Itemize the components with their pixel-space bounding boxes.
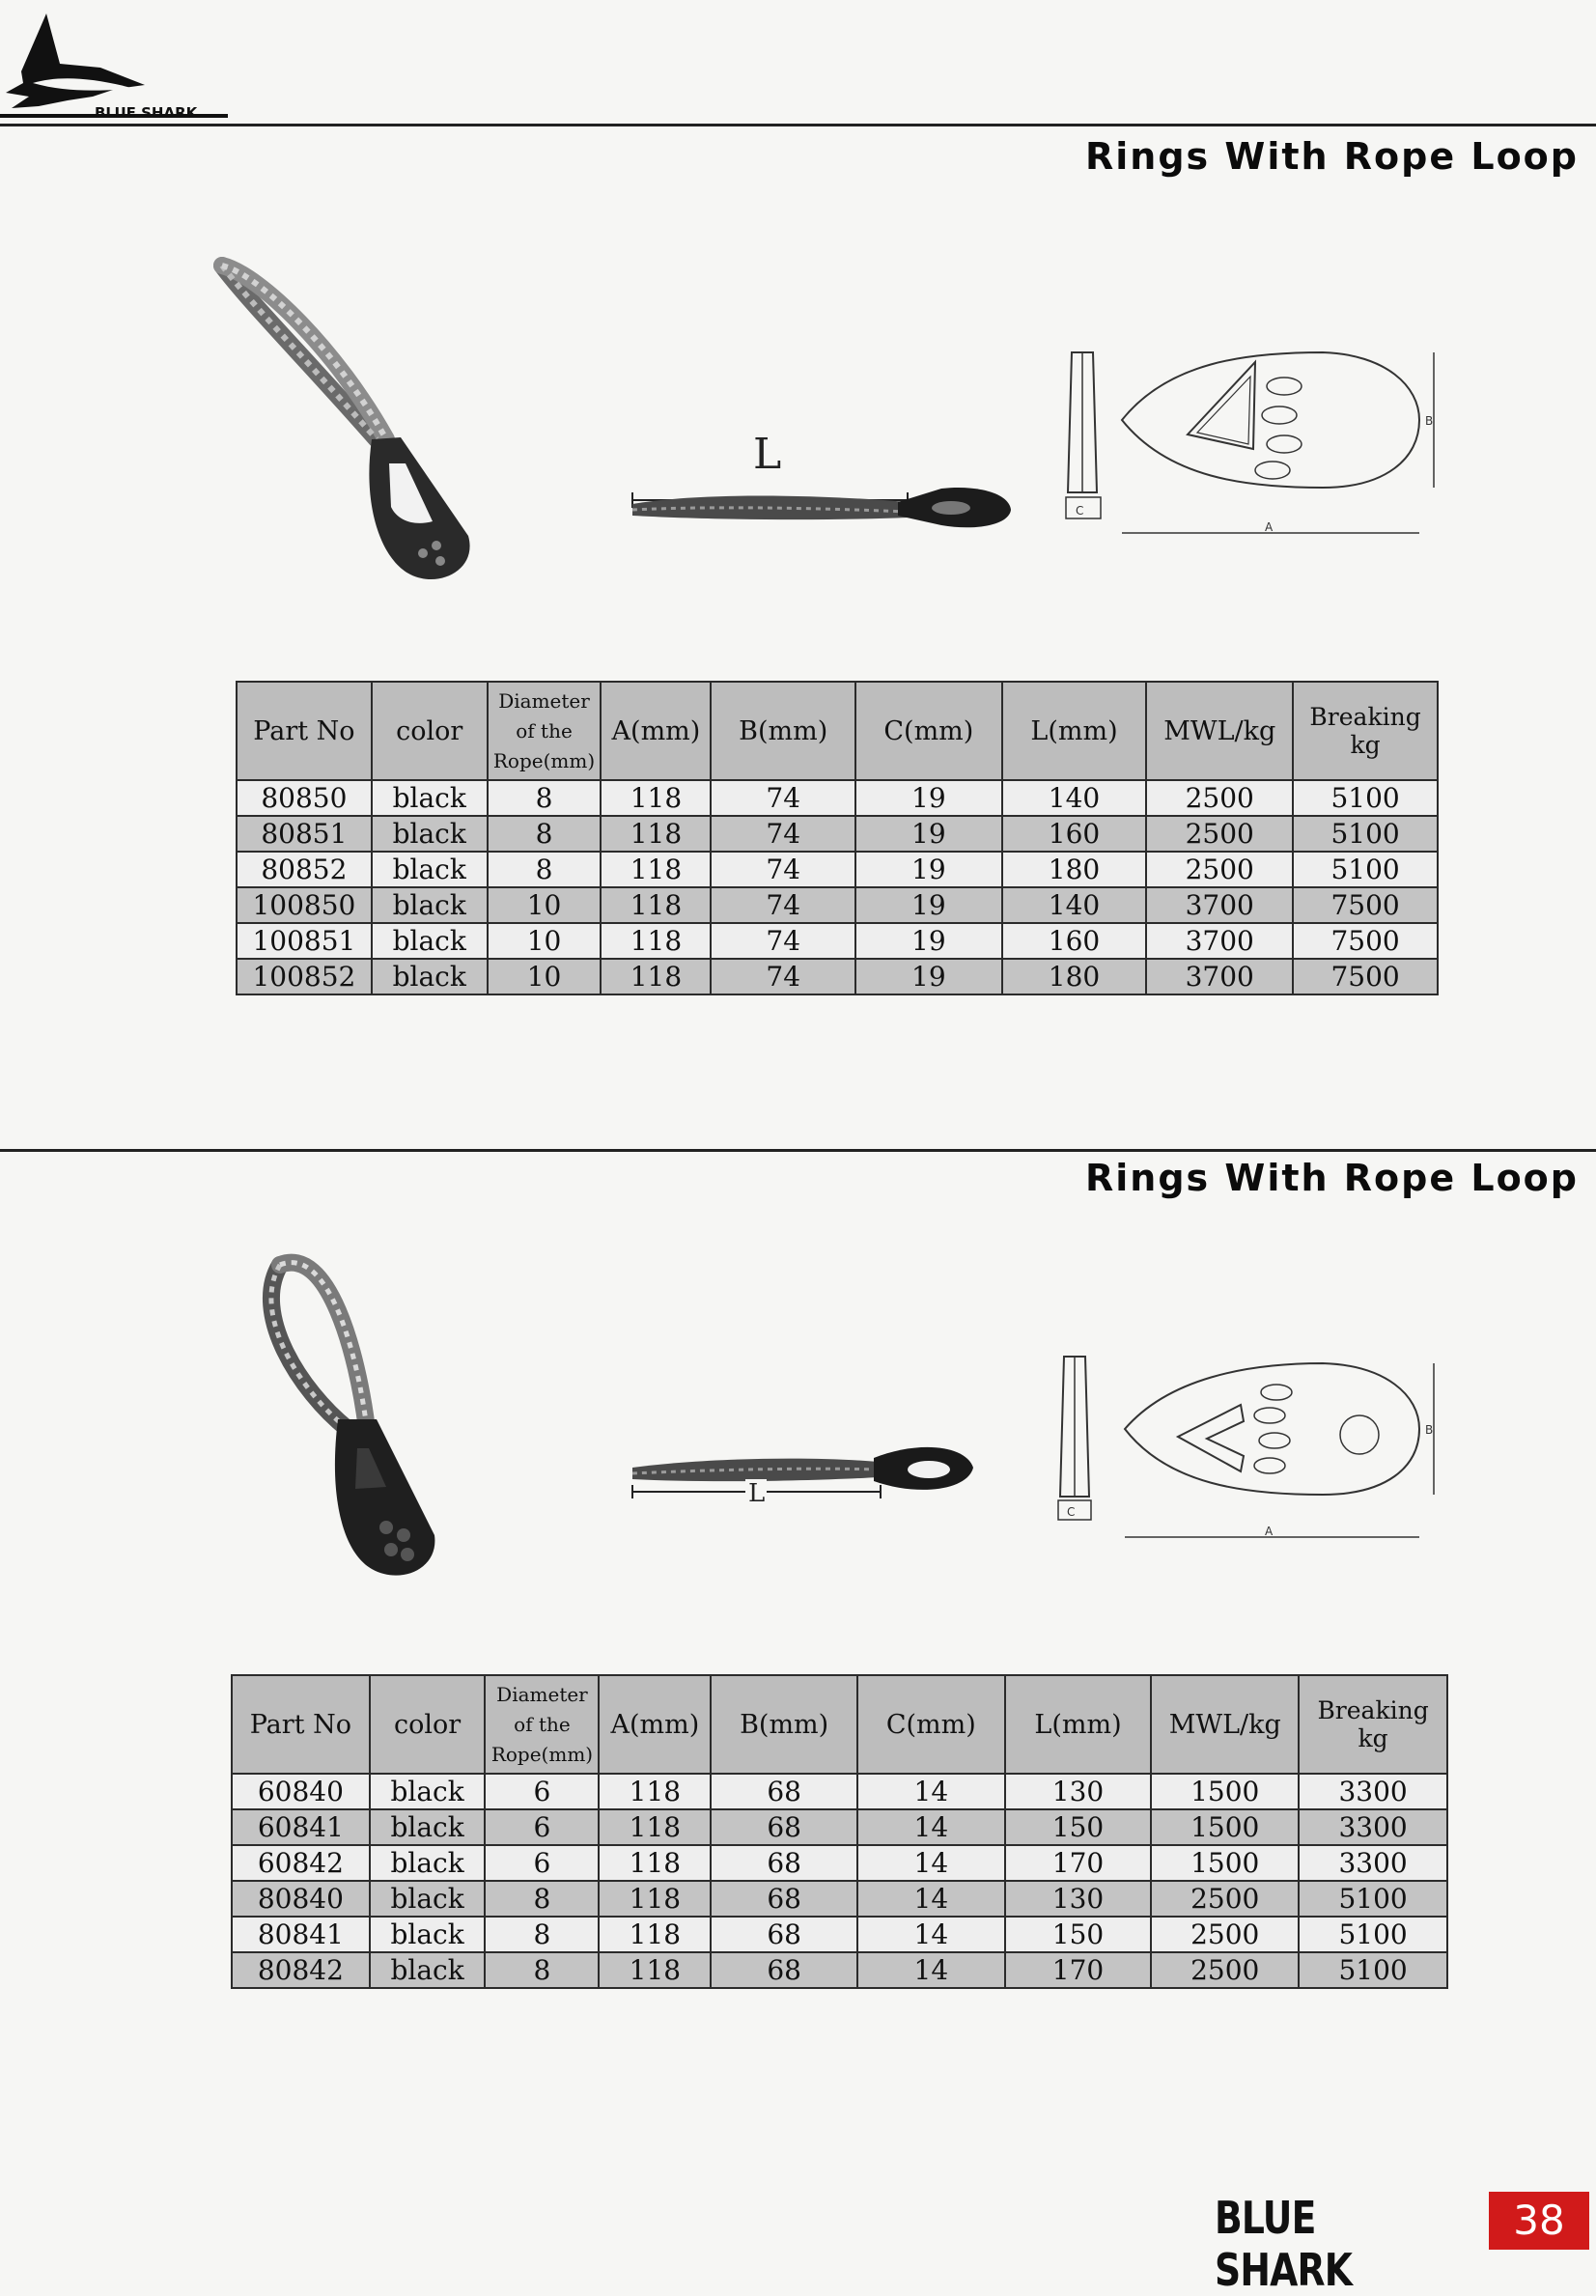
rope-length-diagram (628, 1429, 994, 1526)
table-row: 60841 black 6 118 68 14 150 1500 3300 (232, 1809, 1447, 1845)
col-header-b: B(mm) (711, 682, 855, 780)
col-header-part-no: Part No (232, 1675, 370, 1774)
table-row: 80841 black 8 118 68 14 150 2500 5100 (232, 1917, 1447, 1952)
svg-text:A: A (1265, 520, 1274, 534)
svg-text:A: A (1265, 1525, 1274, 1538)
col-header-c: C(mm) (855, 682, 1002, 780)
col-header-mwl: MWL/kg (1151, 1675, 1299, 1774)
col-header-part-no: Part No (237, 682, 372, 780)
table-row: 60840 black 6 118 68 14 130 1500 3300 (232, 1774, 1447, 1809)
svg-text:B: B (1425, 414, 1434, 428)
col-header-mwl: MWL/kg (1146, 682, 1293, 780)
spec-table (231, 1674, 1448, 1989)
table-row: 60842 black 6 118 68 14 170 1500 3300 (232, 1845, 1447, 1881)
col-header-a: A(mm) (599, 1675, 711, 1774)
table-row: 80850 black 8 118 74 19 140 2500 5100 (237, 780, 1438, 816)
table-row: 100850 black 10 118 74 19 140 3700 7500 (237, 887, 1438, 923)
svg-text:BLUE SHARK: BLUE SHARK (95, 104, 198, 122)
col-header-diameter: Diameter of the Rope(mm) (485, 1675, 599, 1774)
svg-text:C: C (1067, 1505, 1076, 1519)
ring-technical-drawing (1052, 1352, 1458, 1545)
rope-loop-ring-photo (241, 1246, 531, 1593)
table-row: 100851 black 10 118 74 19 160 3700 7500 (237, 923, 1438, 959)
table-row: 80840 black 8 118 68 14 130 2500 5100 (232, 1881, 1447, 1917)
col-header-breaking: Breaking kg (1299, 1675, 1447, 1774)
svg-text:L: L (753, 430, 782, 479)
rope-loop-ring-photo (193, 246, 579, 594)
section-divider (0, 1149, 1596, 1152)
svg-text:B: B (1425, 1423, 1434, 1437)
spec-table (236, 681, 1439, 995)
table-row: 80851 black 8 118 74 19 160 2500 5100 (237, 816, 1438, 852)
col-header-color: color (370, 1675, 486, 1774)
rope-length-diagram (623, 425, 1028, 541)
col-header-l: L(mm) (1005, 1675, 1152, 1774)
ring-technical-drawing (1052, 343, 1458, 546)
col-header-b: B(mm) (711, 1675, 857, 1774)
col-header-a: A(mm) (601, 682, 711, 780)
svg-text:C: C (1076, 504, 1084, 518)
section-title: Rings With Rope Loop (1085, 135, 1579, 178)
table-row: 100852 black 10 118 74 19 180 3700 7500 (237, 959, 1438, 994)
header-rule (0, 124, 1596, 126)
col-header-color: color (372, 682, 488, 780)
blue-shark-logo (0, 0, 232, 126)
table-row: 80852 black 8 118 74 19 180 2500 5100 (237, 852, 1438, 887)
col-header-breaking: Breaking kg (1293, 682, 1438, 780)
col-header-l: L(mm) (1002, 682, 1147, 780)
col-header-c: C(mm) (857, 1675, 1005, 1774)
footer-brand: BLUE SHARK (1215, 2192, 1353, 2296)
col-header-diameter: Diameter of the Rope(mm) (488, 682, 602, 780)
svg-text:L: L (748, 1479, 766, 1508)
section-title: Rings With Rope Loop (1085, 1157, 1579, 1199)
page-number: 38 (1489, 2192, 1589, 2250)
table-row: 80842 black 8 118 68 14 170 2500 5100 (232, 1952, 1447, 1988)
